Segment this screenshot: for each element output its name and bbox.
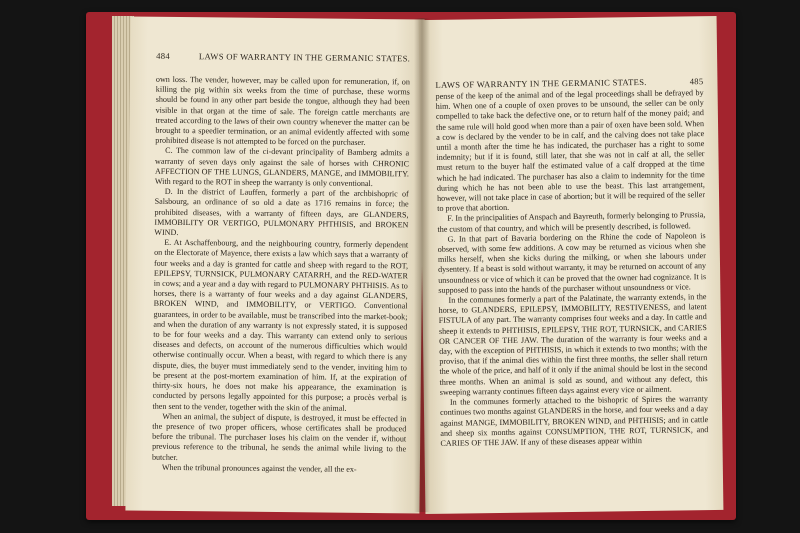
right-page [419,16,724,514]
paragraph: own loss. The vender, however, may be called upon for remuneration, if, on killing the pig within six weeks from the time of purchase, these worms should be found in any other part beside the tongue, although they had been visible in that organ at the time of sale. The foreign cattle merchants are treated according to the laws of their own country whenever the matter can be brought to a speedier termination, or an animal evidently affected with some prohibited disease is not attempted to be forced on the purchaser. [155,74,410,148]
left-running-header [130,50,424,63]
paragraph: pense of the keep of the animal and of the legal proceedings shall be defrayed by him. When one of a couple of oxen proves to be unsound, the seller can be only compelled to take back the defective one, or to return half of the money paid; and the same rule will hold good when more than a pair of oxen have been sold. When a cow is declared by the vender to be in calf, and the calving does not take place until a month after the time he has indicated, the purchaser has a right to some indemnity; but if it is found, still later, that she was not in calf at all, the seller must return to the buyer half the estimated value of a calf dropped at the time which he had indicated. The purchaser has also a claim to indemnity for the time during which he has not been able to use the beast. This last arrangement, however, will not take place in case of abortion; but it will be required of the seller to prove that abortion. [435,88,706,214]
paragraph: C. The common law of the ci-devant principality of Bamberg admits a warranty of seven days only against the sale of horses with CHRONIC AFFECTION OF THE LUNGS, GLANDERS, MANGE, and IMMOBILITY. With regard to the ROT in sheep the warranty is only conventional. [154,146,410,189]
paragraph: E. At Aschaffenbourg, and the neighbouring country, formerly dependent on the Electorate of Mayence, there exists a law which says that a warranty of four weeks and a day is granted for cattle and sheep with regard to the ROT, EPILEPSY, TURNSICK, PULMONARY CATARRH, and the RED-WATER in cows; and a year and a day with regard to PULMONARY PHTHISIS. As to horses, there is a warranty of four weeks and a day against GLANDERS, BROKEN WIND, and IMMOBILITY, or VERTIGO. Conventional guarantees, in order to be available, must be transcribed into the market-book; and when the duration of any warranty is not expressly stated, it is supposed to be for four weeks and a day. This warranty can extend only to serious diseases and defects, on account of the numerous difficulties which would otherwise continually occur. When a beast, with regard to which there is any dispute, dies, the buyer must immediately send to the vender, inviting him to be present at the post-mortem examination of him. If, at the expiration of thirty-six hours, he does not make his appearance, the examination is conducted by persons legally appointed for this purpose; a procès verbal is then sent to the vender, together with the skin of the animal. [152,238,409,413]
paragraph: When the tribunal pronounces against the vender, all the ex- [161,462,357,474]
right-page-number: 485 [689,76,704,87]
paragraph: When an animal, the subject of dispute, is destroyed, it must be effected in the presence of two proper officers, whose certificates shall be produced before the tribunal. The purchaser loses his claim on the vender if, without previous reference to the tribunal, he sends the animal while living to the butcher. [151,411,407,462]
left-running-head: LAWS OF WARRANTY IN THE GERMANIC STATES. [198,51,411,64]
left-page [125,16,424,513]
paragraph: G. In that part of Bavaria bordering on the Rhine the code of Napoleon is observed, with some few additions. A cow may be returned as vicious when she milks herself, when she kicks during the milking, or when she labours under dysentery. If a beast is sold without warranty, it may be returned on account of any unsoundness or vice of which it can be proved that the owner had cognizance. It is supposed to pass into the hands of the purchaser without unsoundness or vice. [437,230,707,295]
paragraph: In the communes formerly attached to the bishopric of Spires the warranty continues two months against GLANDERS in the horse, and four weeks and a day against MANGE, IMMOBILITY, BROKEN WIND, and PHTHISIS; and in cattle and sheep six months against CONSUMPTION, THE ROT, TURNSICK, and CARIES OF THE JAW. If any of these diseases appear within [439,394,709,448]
paragraph: F. In the principalities of Anspach and Bayreuth, formerly belonging to Prussia, the custom of that country, and which will be presently described, is followed. [437,210,706,234]
right-running-head: LAWS OF WARRANTY IN THE GERMANIC STATES. [435,76,647,90]
book-gutter [414,18,430,512]
right-page-body [436,88,709,449]
left-page-number: 484 [156,50,171,61]
paragraph: In the communes formerly a part of the Palatinate, the warranty extends, in the horse, to GLANDERS, EPILEPSY, IMMOBILITY, RESTIVENESS, and latent FISTULA of any part. The warranty comprises four weeks and a day. In cattle and sheep it extends to PHTHISIS, EPILEPSY, THE ROT, TURNSICK, and CARIES OR CANCER OF THE JAW. The duration of the warranty is four weeks and a day, with the exception of PHTHISIS, in which it extends to two months; with the proviso, that if the animal dies within the first three months, the seller shall return the whole of the price, and half of it only if the animal should be lost in the second three months. When an animal is sold as sound, and without any defect, this sweeping warranty continues fifteen days against every vice or ailment. [438,292,708,397]
left-page-body [152,75,410,476]
paragraph: D. In the district of Lauffen, formerly a part of the archbishopric of Salsbourg, an ordinance of so old a date as 1716 remains in force; the prohibited diseases, with a warranty of fifteen days, are GLANDERS, IMMOBILITY OR VERTIGO, PULMONARY PHTHISIS, and BROKEN WIND. [154,187,409,238]
